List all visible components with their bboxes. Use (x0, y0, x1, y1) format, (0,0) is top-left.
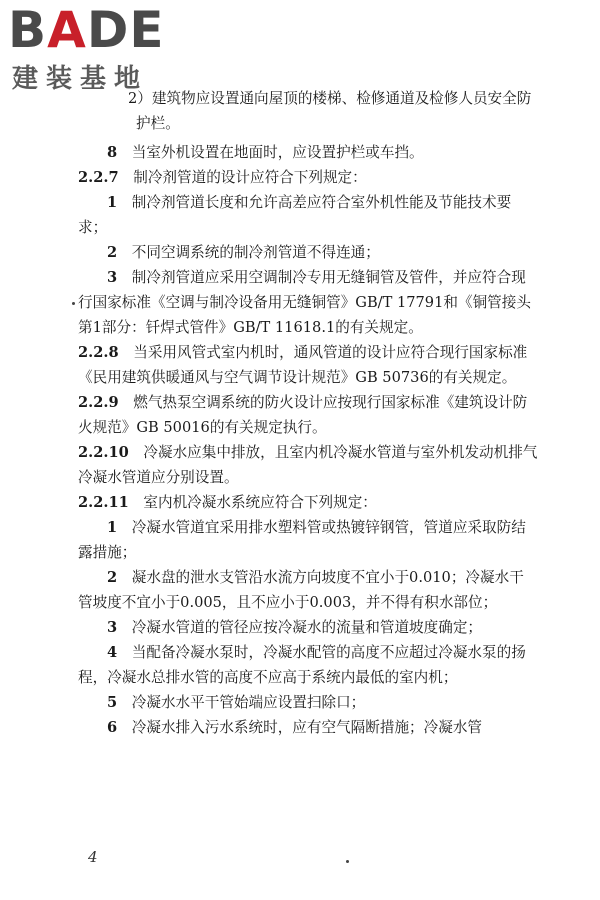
document-body (78, 86, 546, 740)
list-item: 3 冷凝水管道的管径应按冷凝水的流量和管道坡度确定； (107, 619, 483, 636)
list-item: 3 制冷剂管道应采用空调制冷专用无缝铜管及管件，并应符合现行国家标准《空调与制冷设备用无缝铜管》GB/T 17791和《铜管接头 第1部分：钎焊式管件》GB/T 11618.1的有关规定。 (78, 269, 546, 336)
list-item: 1 制冷剂管道长度和允许高差应符合室外机性能及节能技术要求； (78, 194, 512, 236)
list-item: 5 冷凝水水平干管始端应设置扫除口； (107, 694, 366, 711)
clause-2-2-8: 2.2.8 当采用风管式室内机时，通风管道的设计应符合现行国家标准《民用建筑供暖通风与空气调节设计规范》GB 50736的有关规定。 (78, 344, 528, 386)
scan-speck (346, 860, 349, 863)
clause-2-2-10: 2.2.10 冷凝水应集中排放，且室内机冷凝水管道与室外机发动机排气冷凝水管道应分别设置。 (78, 444, 538, 486)
logo-subtitle: 建装基地 (12, 64, 149, 94)
list-item: 2）建筑物应设置通向屋顶的楼梯、检修通道及检修人员安全防护栏。 (128, 90, 532, 132)
list-item: 4 当配备冷凝水泵时，冷凝水配管的高度不应超过冷凝水泵的扬程，冷凝水总排水管的高度不应高于系统内最低的室内机； (78, 644, 526, 686)
clause-2-2-7: 2.2.7 制冷剂管道的设计应符合下列规定： (78, 169, 367, 186)
page-number: 4 (88, 848, 98, 866)
list-item: 8 当室外机设置在地面时，应设置护栏或车挡。 (107, 144, 424, 161)
list-item: 2 凝水盘的泄水支管沿水流方向坡度不宜小于0.010；冷凝水干管坡度不宜小于0.005，且不应小于0.003，并不得有积水部位； (78, 569, 524, 611)
scan-speck (72, 302, 75, 305)
clause-2-2-9: 2.2.9 燃气热泵空调系统的防火设计应按现行国家标准《建筑设计防火规范》GB 50016的有关规定执行。 (78, 394, 528, 436)
brand-logo (8, 1, 178, 94)
list-item: 2 不同空调系统的制冷剂管道不得连通； (107, 244, 380, 261)
list-item: 1 冷凝水管道宜采用排水塑料管或热镀锌钢管，管道应采取防结露措施； (78, 519, 526, 561)
clause-2-2-11: 2.2.11 室内机冷凝水系统应符合下列规定： (78, 494, 377, 511)
logo-wordmark: BADE (8, 1, 165, 59)
list-item: 6 冷凝水排入污水系统时，应有空气隔断措施；冷凝水管 (107, 719, 483, 736)
